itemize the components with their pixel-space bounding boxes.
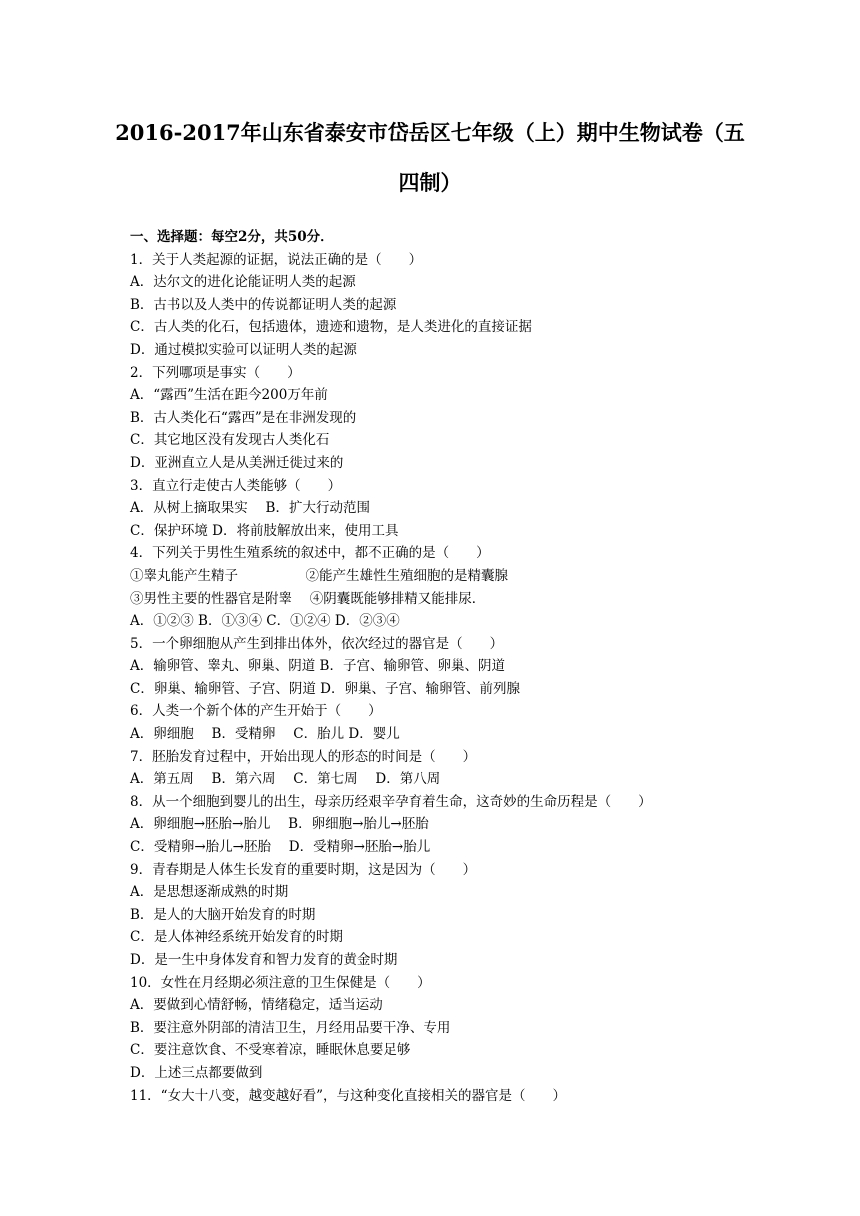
- question-text: 6．人类一个新个体的产生开始于（ ）: [130, 703, 382, 720]
- option-text: A．是思想逐渐成熟的时期: [130, 884, 289, 901]
- option-text: B．是人的大脑开始发育的时期: [130, 906, 316, 923]
- option-text: A．第五周 B．第六周 C．第七周 D．第八周: [130, 771, 441, 788]
- statement-text: ③男性主要的性器官是附睾 ④阴囊既能够排精又能排尿．: [130, 590, 486, 607]
- option-text: D．通过模拟实验可以证明人类的起源: [130, 341, 357, 358]
- question-text: 1．关于人类起源的证据，说法正确的是（ ）: [130, 251, 423, 268]
- question-text: 11．“女大十八变，越变越好看”，与这种变化直接相关的器官是（ ）: [130, 1087, 566, 1104]
- question-text: 4．下列关于男性生殖系统的叙述中，都不正确的是（ ）: [130, 545, 490, 562]
- option-text: D．是一生中身体发育和智力发育的黄金时期: [130, 952, 398, 968]
- question-text: 3．直立行走使古人类能够（ ）: [130, 477, 342, 494]
- option-text: D．上述三点都要做到: [130, 1064, 263, 1081]
- question-text: 2．下列哪项是事实（ ）: [130, 364, 301, 381]
- option-text: C．是人体神经系统开始发育的时期: [130, 929, 343, 946]
- option-text: C．古人类的化石，包括遗体，遗迹和遗物，是人类进化的直接证据: [130, 319, 532, 336]
- option-text: B．古人类化石“露西”是在非洲发现的: [130, 409, 357, 426]
- question-list: [130, 226, 770, 1107]
- question-text: 9．青春期是人体生长发育的重要时期，这是因为（ ）: [130, 861, 477, 878]
- option-text: A．卵细胞→胚胎→胎儿 B．卵细胞→胎儿→胚胎: [130, 816, 429, 833]
- question-text: 10．女性在月经期必须注意的卫生保健是（ ）: [130, 974, 431, 991]
- option-text: C．卵巢、输卵管、子宫、阴道 D．卵巢、子宫、输卵管、前列腺: [130, 680, 520, 697]
- option-text: D．亚洲直立人是从美洲迁徙过来的: [130, 454, 344, 471]
- option-text: A．从树上摘取果实 B．扩大行动范围: [130, 500, 370, 517]
- question-text: 7．胚胎发育过程中，开始出现人的形态的时间是（ ）: [130, 748, 477, 765]
- question-text: 5．一个卵细胞从产生到排出体外，依次经过的器官是（ ）: [130, 635, 504, 652]
- option-text: C．要注意饮食、不受寒着凉，睡眠休息要足够: [130, 1042, 411, 1059]
- option-text: C．受精卵→胎儿→胚胎 D．受精卵→胚胎→胎儿: [130, 839, 431, 856]
- option-text: A．①②③ B．①③④ C．①②④ D．②③④: [130, 613, 400, 630]
- option-text: A．要做到心情舒畅，情绪稳定，适当运动: [130, 997, 383, 1014]
- option-text: B．要注意外阴部的清洁卫生，月经用品要干净、专用: [130, 1019, 451, 1036]
- title-line-1: 2016-2017年山东省泰安市岱岳区七年级（上）期中生物试卷（五: [115, 120, 745, 145]
- option-text: A．输卵管、睾丸、卵巢、阴道 B．子宫、输卵管、卵巢、阴道: [130, 658, 505, 675]
- option-text: B．古书以及人类中的传说都证明人类的起源: [130, 296, 397, 313]
- option-text: C．其它地区没有发现古人类化石: [130, 432, 330, 449]
- option-text: A．“露西”生活在距今200万年前: [130, 387, 328, 404]
- option-text: A．达尔文的进化论能证明人类的起源: [130, 274, 356, 291]
- statement-text: ①睾丸能产生精子 ②能产生雄性生殖细胞的是精囊腺: [130, 567, 508, 584]
- question-text: 8．从一个细胞到婴儿的出生，母亲历经艰辛孕育着生命，这奇妙的生命历程是（ ）: [130, 793, 652, 810]
- title-line-2: 四制）: [398, 170, 462, 195]
- option-text: C．保护环境 D．将前肢解放出来，使用工具: [130, 522, 399, 539]
- option-text: A．卵细胞 B．受精卵 C．胎儿 D．婴儿: [130, 726, 400, 743]
- section-heading: 一、选择题：每空2分，共50分．: [130, 229, 334, 245]
- page-title: [100, 108, 760, 208]
